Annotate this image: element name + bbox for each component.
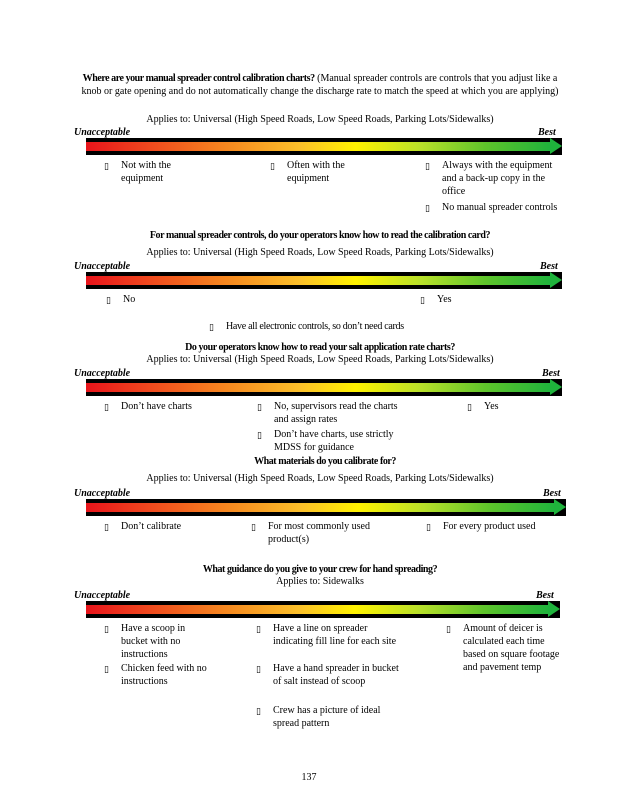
scale-label-unacceptable: Unacceptable <box>74 261 131 272</box>
option-label: For every product used <box>443 521 536 532</box>
scale-label-unacceptable: Unacceptable <box>74 488 131 499</box>
applies-to: Applies to: Universal (High Speed Roads, Low Speed Roads, Parking Lots/Sidewalks) <box>146 114 494 125</box>
question-text: For manual spreader controls, do your operators know how to read the calibration card? <box>149 230 491 241</box>
option-label: Yes <box>484 401 499 412</box>
option-label: Have a hand spreader in bucket of salt instead of scoop <box>273 663 399 687</box>
question-note: (Manual spreader controls are controls that you adjust like a knob or gate opening and do not automatically change the discharge rate to match the speed at which you are applying) <box>81 73 559 97</box>
option-label: Have a scoop in bucket with no instructions <box>121 623 186 660</box>
option-label: Don’t have charts, use strictly MDSS for guidance <box>274 429 394 453</box>
question-text: Where are your manual spreader control calibration charts? <box>82 73 315 84</box>
option-label: Always with the equipment and a back-up copy in the office <box>442 160 553 197</box>
option-checkbox[interactable] <box>256 704 401 730</box>
option-checkbox[interactable] <box>257 428 407 454</box>
option-checkbox[interactable] <box>104 520 224 533</box>
option-label: Often with the equipment <box>287 160 345 184</box>
question-5 <box>80 563 560 576</box>
arrow-head-icon <box>550 138 562 154</box>
checkbox-icon[interactable]: ▯ <box>209 322 214 332</box>
question-text: What materials do you calibrate for? <box>254 456 396 467</box>
checkbox-icon[interactable]: ▯ <box>106 295 111 305</box>
checkbox-icon[interactable]: ▯ <box>104 402 109 412</box>
question-text: What guidance do you give to your crew for hand spreading? <box>202 564 438 575</box>
option-label: Amount of deicer is calculated each time based on square footage and pavement temp <box>463 623 560 673</box>
checkbox-icon[interactable]: ▯ <box>270 161 275 171</box>
option-checkbox[interactable] <box>104 400 224 413</box>
option-checkbox[interactable] <box>209 320 509 333</box>
option-label: Don’t have charts <box>121 401 192 412</box>
option-checkbox[interactable] <box>104 662 209 688</box>
applies-to: Applies to: Universal (High Speed Roads, Low Speed Roads, Parking Lots/Sidewalks) <box>146 473 494 484</box>
checkbox-icon[interactable]: ▯ <box>104 664 109 674</box>
checkbox-icon[interactable]: ▯ <box>104 522 109 532</box>
applies-to: Applies to: Universal (High Speed Roads, Low Speed Roads, Parking Lots/Sidewalks) <box>146 354 494 365</box>
scale-label-best: Best <box>543 488 561 499</box>
question-3 <box>80 341 560 354</box>
rating-scale-bar <box>86 272 562 289</box>
rating-scale-bar <box>86 601 560 618</box>
rating-scale-bar <box>86 138 562 155</box>
applies-to: Applies to: Sidewalks <box>276 576 364 587</box>
option-checkbox[interactable] <box>426 520 566 533</box>
option-label: For most commonly used product(s) <box>268 521 370 545</box>
checkbox-icon[interactable]: ▯ <box>256 664 261 674</box>
scale-label-unacceptable: Unacceptable <box>74 368 131 379</box>
applies-to: Applies to: Universal (High Speed Roads, Low Speed Roads, Parking Lots/Sidewalks) <box>146 247 494 258</box>
option-checkbox[interactable] <box>104 159 199 185</box>
option-label: Have all electronic controls, so don’t need cards <box>226 321 404 332</box>
question-1 <box>80 72 560 98</box>
option-checkbox[interactable] <box>425 201 560 214</box>
arrow-head-icon <box>550 272 562 288</box>
option-checkbox[interactable] <box>256 622 401 648</box>
checkbox-icon[interactable]: ▯ <box>257 402 262 412</box>
option-checkbox[interactable] <box>251 520 396 546</box>
arrow-head-icon <box>548 601 560 617</box>
checkbox-icon[interactable]: ▯ <box>104 161 109 171</box>
option-checkbox[interactable] <box>256 662 401 688</box>
checkbox-icon[interactable]: ▯ <box>251 522 256 532</box>
scale-label-best: Best <box>536 590 554 601</box>
page-number: 137 <box>301 772 317 783</box>
option-label: Chicken feed with no instructions <box>121 663 207 687</box>
option-label: No manual spreader controls <box>442 202 558 213</box>
scale-label-best: Best <box>540 261 558 272</box>
checkbox-icon[interactable]: ▯ <box>257 430 262 440</box>
checkbox-icon[interactable]: ▯ <box>420 295 425 305</box>
option-label: Yes <box>437 294 452 305</box>
scale-label-unacceptable: Unacceptable <box>74 127 131 138</box>
checkbox-icon[interactable]: ▯ <box>256 624 261 634</box>
option-label: Have a line on spreader indicating fill line for each site <box>273 623 397 647</box>
option-checkbox[interactable] <box>257 400 407 426</box>
question-4 <box>175 455 475 468</box>
arrow-head-icon <box>554 499 566 515</box>
option-label: Crew has a picture of ideal spread pattern <box>273 705 381 729</box>
option-label: No, supervisors read the charts and assign rates <box>274 401 398 425</box>
checkbox-icon[interactable]: ▯ <box>104 624 109 634</box>
option-checkbox[interactable] <box>420 293 500 306</box>
option-checkbox[interactable] <box>446 622 561 674</box>
arrow-head-icon <box>550 379 562 395</box>
option-checkbox[interactable] <box>104 622 209 661</box>
scale-label-unacceptable: Unacceptable <box>74 590 131 601</box>
checkbox-icon[interactable]: ▯ <box>467 402 472 412</box>
option-label: No <box>123 294 136 305</box>
scale-label-best: Best <box>542 368 560 379</box>
option-checkbox[interactable] <box>270 159 365 185</box>
checkbox-icon[interactable]: ▯ <box>446 624 451 634</box>
option-label: Don’t calibrate <box>121 521 182 532</box>
checkbox-icon[interactable]: ▯ <box>425 203 430 213</box>
checkbox-icon[interactable]: ▯ <box>425 161 430 171</box>
checkbox-icon[interactable]: ▯ <box>426 522 431 532</box>
question-2 <box>80 229 560 242</box>
option-checkbox[interactable] <box>425 159 560 198</box>
option-checkbox[interactable] <box>106 293 186 306</box>
rating-scale-bar <box>86 379 562 396</box>
checkbox-icon[interactable]: ▯ <box>256 706 261 716</box>
option-checkbox[interactable] <box>467 400 547 413</box>
scale-label-best: Best <box>538 127 556 138</box>
rating-scale-bar <box>86 499 566 516</box>
option-label: Not with the equipment <box>121 160 171 184</box>
question-text: Do your operators know how to read your salt application rate charts? <box>185 342 455 353</box>
